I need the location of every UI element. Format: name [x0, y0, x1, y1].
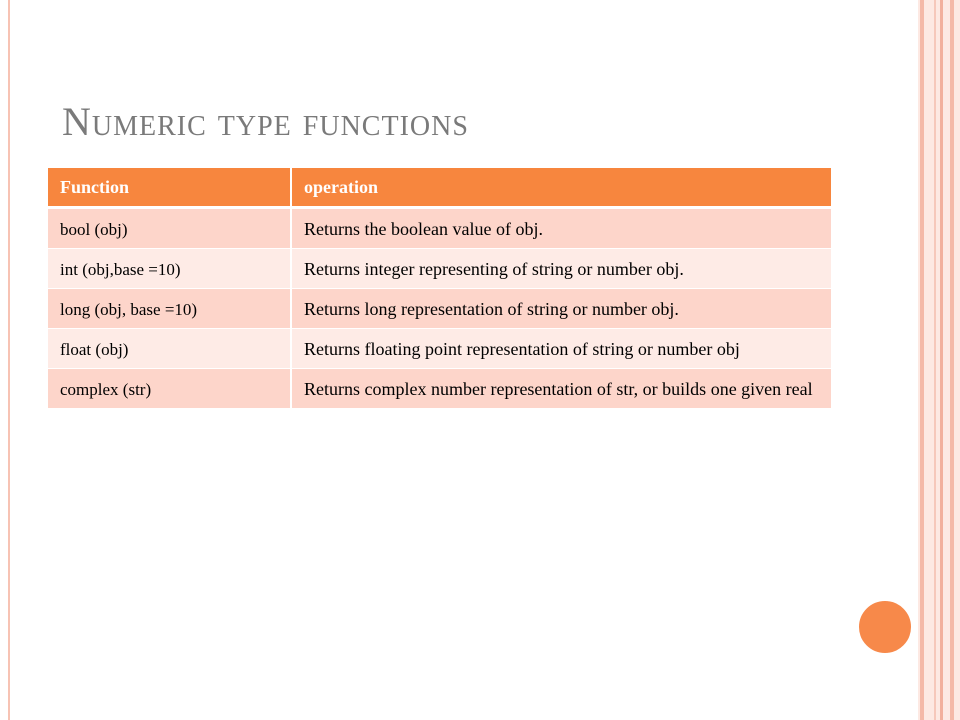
stripe — [920, 0, 924, 720]
table-row — [48, 329, 831, 369]
header-function: Function — [48, 168, 291, 208]
stripe — [934, 0, 936, 720]
cell-operation: Returns complex number representation of str, or builds one given real — [291, 369, 831, 409]
decorative-stripes — [918, 0, 960, 720]
cell-function: long (obj, base =10) — [48, 289, 291, 329]
table-row — [48, 289, 831, 329]
stripe — [950, 0, 954, 720]
cell-function: int (obj,base =10) — [48, 249, 291, 289]
table-row — [48, 369, 831, 409]
cell-operation: Returns long representation of string or number obj. — [291, 289, 831, 329]
table-header-row — [48, 168, 831, 208]
header-operation: operation — [291, 168, 831, 208]
table-row — [48, 208, 831, 249]
cell-function: complex (str) — [48, 369, 291, 409]
decorative-circle — [856, 598, 914, 656]
cell-operation: Returns integer representing of string or number obj. — [291, 249, 831, 289]
numeric-functions-table — [48, 168, 831, 409]
cell-function: bool (obj) — [48, 208, 291, 249]
cell-operation: Returns floating point representation of string or number obj — [291, 329, 831, 369]
table-row — [48, 249, 831, 289]
cell-operation: Returns the boolean value of obj. — [291, 208, 831, 249]
stripe — [940, 0, 943, 720]
cell-function: float (obj) — [48, 329, 291, 369]
slide-title: Numeric type functions — [62, 99, 469, 144]
